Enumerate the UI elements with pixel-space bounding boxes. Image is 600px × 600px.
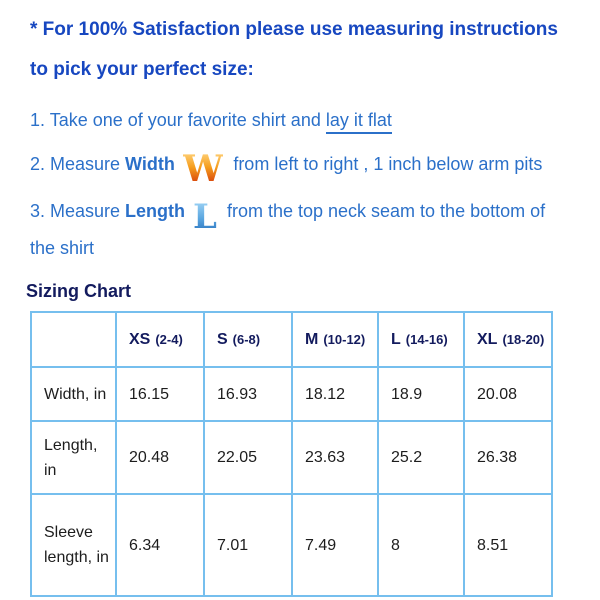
size-cell: 20.08 [464,367,552,421]
column-header-range: (10-12) [323,331,366,347]
column-header-size: M [305,330,319,348]
column-header-blank [31,312,116,367]
column-header-size: L [391,330,401,348]
size-cell: 25.2 [378,421,464,494]
sizing-chart-title: Sizing Chart [26,281,132,302]
size-cell: 8 [378,494,464,596]
size-cell: 8.51 [464,494,552,596]
column-header-size: S [217,330,228,348]
size-cell: 18.12 [292,367,378,421]
satisfaction-note-line2: to pick your perfect size: [30,59,254,80]
width-word: Width [125,154,175,174]
step-2-suffix: from left to right , 1 inch below arm pits [233,154,543,174]
column-header-range: (14-16) [405,331,448,347]
column-header-range: (2-4) [155,331,183,347]
size-cell: 16.15 [116,367,204,421]
column-header-xl [464,312,552,367]
column-header-xs [116,312,204,367]
row-label: Width, in [31,367,116,421]
length-letter-icon: L [193,197,217,238]
instruction-step-1 [30,105,572,136]
step-1-text: 1. Take one of your favorite shirt and [30,110,326,130]
step-3-text: 3. Measure [30,201,126,222]
table-row-width [31,367,552,421]
lay-it-flat-underlined-text: lay it flat [326,110,392,134]
column-header-s [204,312,292,367]
width-letter-icon: W [182,148,224,190]
column-header-l [378,312,464,367]
header-row [31,312,552,367]
size-cell: 7.49 [292,494,378,596]
instruction-step-3 [30,196,572,264]
column-header-range: (18-20) [502,331,545,347]
size-cell: 6.34 [116,494,204,596]
satisfaction-note-line1: * For 100% Satisfaction please use measuring instructions [30,19,558,40]
column-header-m [292,312,378,367]
size-cell: 7.01 [204,494,292,596]
table-row-length [31,421,552,494]
row-label: Length, in [31,421,116,494]
step-3-suffix: from the top neck seam to the bottom of the shirt [30,201,546,259]
size-cell: 23.63 [292,421,378,494]
length-word: Length [125,201,186,222]
size-cell: 20.48 [116,421,204,494]
step-2-text: 2. Measure [30,154,126,174]
column-header-size: XS [129,330,151,348]
sizing-chart-table [30,311,553,597]
size-cell: 22.05 [204,421,292,494]
satisfaction-note [30,10,572,90]
instruction-step-2 [30,148,572,190]
column-header-size: XL [477,330,498,348]
size-cell: 16.93 [204,367,292,421]
row-label: Sleeve length, in [31,494,116,596]
column-header-range: (6-8) [232,331,261,347]
table-row-sleeve-length [31,494,552,596]
size-cell: 26.38 [464,421,552,494]
size-cell: 18.9 [378,367,464,421]
